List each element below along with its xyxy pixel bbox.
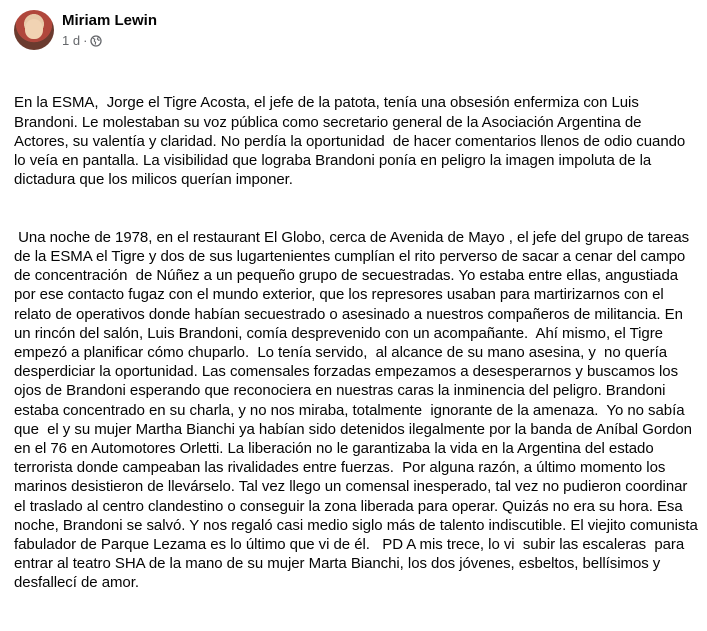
avatar[interactable] <box>14 10 54 50</box>
post-paragraph: Una noche de 1978, en el restaurant El Globo, cerca de Avenida de Mayo , el jefe del grupo de tareas de la ESMA el Tigre y dos de sus lugartenientes cumplían el rito perverso de sacar a cenar del campo de concentración de Núñez a un pequeño grupo de secuestradas. Yo estaba entre ellas, angustiada por ese contacto fugaz con el mundo exterior, que los represores usaban para martirizarnos con el relato de operativos donde habían secuestrado o asesinado a nuestros compañeros de militancia. En un rincón del salón, Luis Brandoni, comía desprevenido con un acompañante. Ahí mismo, el Tigre empezó a planificar cómo chuparlo. Lo tenía servido, al alcance de su mano asesina, y no quería desperdiciar la oportunidad. Las comensales forzadas empezamos a desesperarnos y buscamos los ojos de Brandoni esperando que reconociera en nuestras caras la inminencia del peligro. Brandoni estaba concentrado en su charla, y no nos miraba, totalmente ignorante de la amenaza. Yo no sabía que el y su mujer Martha Bianchi ya habían sido detenidos ilegalmente por la banda de Aníbal Gordon en el 76 en Automotores Orletti. La liberación no le garantizaba la vida en la Argentina del estado terrorista donde campeaban las rivalidades entre fuerzas. Por alguna razón, a último momento los marinos desistieron de llevárselo. Tal vez llego un comensal inesperado, tal vez no pudieron coordinar el traslado al centro clandestino o conseguir la zona liberada para operar. Quizás no era su hora. Esa noche, Brandoni se salvó. Y nos regaló casi medio siglo más de talento indiscutible. El viejito comunista fabulador de Parque Lezama es lo último que vi de él. PD A mis trece, lo vi subir las escaleras para entrar al teatro SHA de la mano de su mujer Marta Bianchi, los dos jóvenes, esbeltos, bellísimos y desfallecí de amor. <box>14 228 702 592</box>
meta-separator: · <box>83 33 88 48</box>
globe-icon[interactable] <box>90 35 102 47</box>
post-header <box>14 9 157 51</box>
post-meta <box>62 33 157 49</box>
author-name[interactable]: Miriam Lewin <box>62 12 158 29</box>
post-timestamp[interactable]: 1 d <box>62 33 81 48</box>
post-paragraph: En la ESMA, Jorge el Tigre Acosta, el jefe de la patota, tenía una obsesión enfermiza con Luis Brandoni. Le molestaban su voz pública como secretario general de la Asociación Argentina de Actores, su valentía y claridad. No perdía la oportunidad de hacer comentarios llenos de odio cuando lo veía en pantalla. La visibilidad que lograba Brandoni ponía en peligro la imagen impoluta de la dictadura que los milicos querían imponer. <box>14 94 690 189</box>
header-text <box>62 11 157 49</box>
post-body <box>14 55 702 631</box>
